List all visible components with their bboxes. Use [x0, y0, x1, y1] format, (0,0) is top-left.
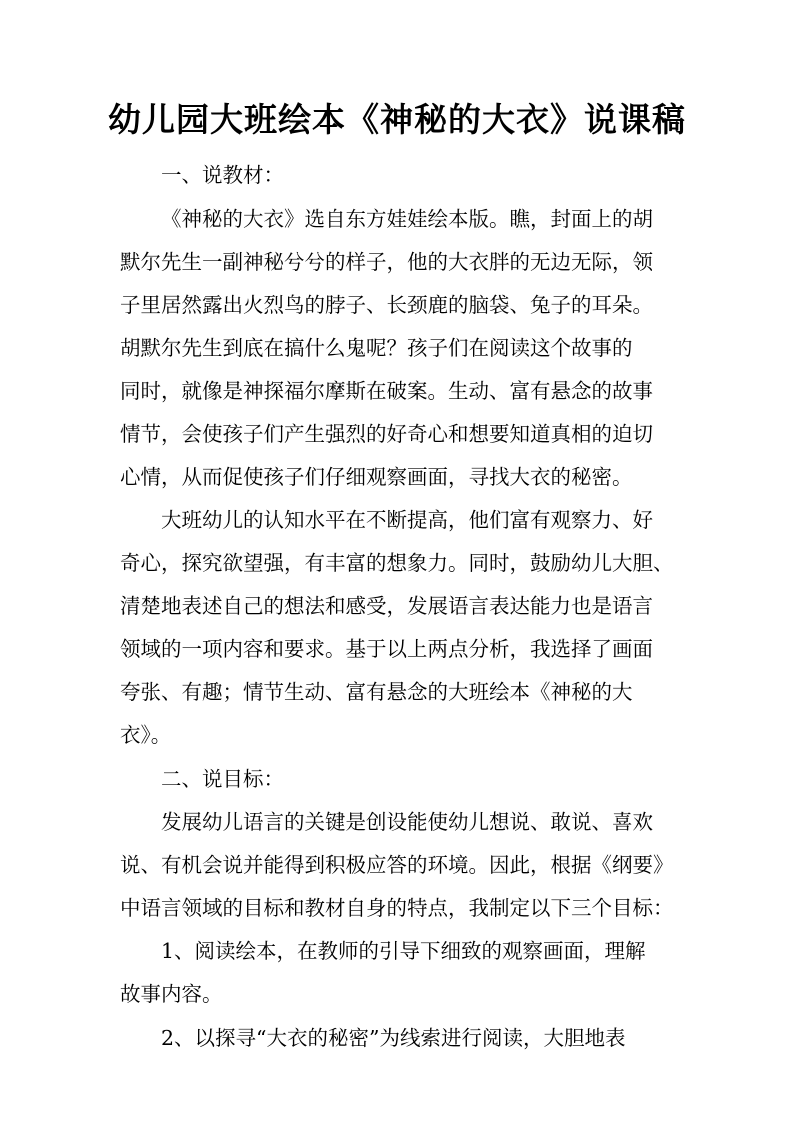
- section-heading-goals: 二、说目标：: [161, 767, 284, 791]
- paragraph-line: 心情，从而促使孩子们仔细观察画面，寻找大衣的秘密。: [120, 465, 633, 489]
- paragraph-line: 夸张、有趣；情节生动、富有悬念的大班绘本《神秘的大: [120, 680, 633, 704]
- paragraph-line: 《神秘的大衣》选自东方娃娃绘本版。瞧，封面上的胡: [161, 207, 653, 231]
- goal-item-1: 1、阅读绘本，在教师的引导下细致的观察画面，理解: [161, 939, 646, 963]
- paragraph-line: 胡默尔先生到底在搞什么鬼呢？孩子们在阅读这个故事的: [120, 336, 633, 360]
- paragraph-line: 故事内容。: [120, 982, 223, 1006]
- document-title: 幼儿园大班绘本《神秘的大衣》说课稿: [108, 100, 686, 139]
- paragraph-line: 同时，就像是神探福尔摩斯在破案。生动、富有悬念的故事: [120, 379, 653, 403]
- paragraph-line: 大班幼儿的认知水平在不断提高，他们富有观察力、好: [161, 508, 653, 532]
- paragraph-line: 中语言领域的目标和教材自身的特点，我制定以下三个目标：: [120, 896, 674, 920]
- goal-item-2: 2、以探寻“大衣的秘密”为线索进行阅读，大胆地表: [161, 1026, 626, 1050]
- paragraph-line: 衣》。: [120, 723, 172, 747]
- paragraph-line: 子里居然露出火烈鸟的脖子、长颈鹿的脑袋、兔子的耳朵。: [120, 293, 653, 317]
- paragraph-line: 奇心，探究欲望强，有丰富的想象力。同时，鼓励幼儿大胆、: [120, 551, 674, 575]
- paragraph-line: 说、有机会说并能得到积极应答的环境。因此，根据《纲要》: [120, 853, 674, 877]
- paragraph-line: 发展幼儿语言的关键是创设能使幼儿想说、敢说、喜欢: [161, 810, 653, 834]
- paragraph-line: 领域的一项内容和要求。基于以上两点分析，我选择了画面: [120, 637, 653, 661]
- section-heading-textbook: 一、说教材：: [161, 163, 284, 187]
- paragraph-line: 清楚地表述自己的想法和感受，发展语言表达能力也是语言: [120, 594, 653, 618]
- paragraph-line: 情节，会使孩子们产生强烈的好奇心和想要知道真相的迫切: [120, 422, 653, 446]
- paragraph-line: 默尔先生一副神秘兮兮的样子，他的大衣胖的无边无际，领: [120, 250, 653, 274]
